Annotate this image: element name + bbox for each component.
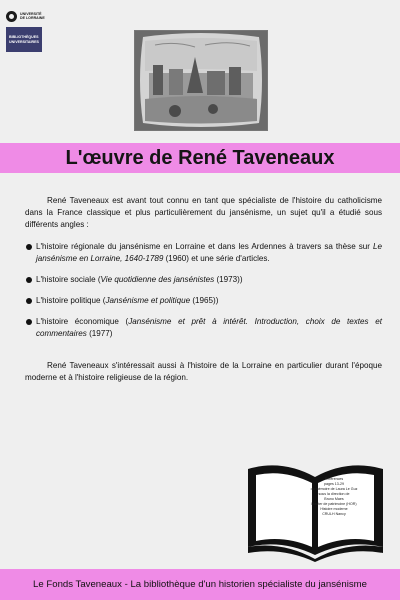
bullet-icon xyxy=(26,319,32,325)
angles-list xyxy=(25,241,382,340)
list-item: L'histoire régionale du jansénisme en Lorraine et dans les Ardennes à travers sa thèse sur Le jansénisme en Lorraine, 1640-1789 (1960) et une série d'articles. xyxy=(25,241,382,265)
intro-paragraph: René Taveneaux est avant tout connu en tant que spécialiste de l'histoire du catholicisme dans la France classique et plus particulièrement du jansénisme, un sujet qu'il a étudié sous différents angles : xyxy=(25,196,382,229)
bullet-icon xyxy=(26,244,32,250)
list-item: L'histoire politique (Jansénisme et politique (1965)) xyxy=(25,295,382,307)
university-logo xyxy=(6,8,46,24)
title-banner xyxy=(0,143,400,173)
footer-banner xyxy=(0,569,400,600)
bullet-icon xyxy=(26,277,32,283)
bullet-icon xyxy=(26,298,32,304)
reference-note: Références pages 13-29 du mémoire de Laura Le Guz sous la direction de Bruno Maes Master de patrimoine (HOR) Histoire moderne CRULH Nancy xyxy=(310,477,358,516)
footer-text: Le Fonds Taveneaux - La bibliothèque d'un historien spécialiste du jansénisme xyxy=(33,579,367,590)
closing-paragraph: René Taveneaux s'intéressait aussi à l'histoire de la Lorraine en particulier durant l'époque moderne et à l'histoire religieuse de la région. xyxy=(25,361,382,382)
university-logo-mark xyxy=(6,11,17,22)
list-item: L'histoire économique (Jansénisme et prêt à intérêt. Introduction, choix de textes et commentaires (1977) xyxy=(25,316,382,340)
university-logo-text: UNIVERSITÉ DE LORRAINE xyxy=(20,12,45,20)
engraving-image xyxy=(134,30,268,131)
page-title: L'œuvre de René Taveneaux xyxy=(65,146,335,169)
main-text xyxy=(25,195,382,384)
list-item: L'histoire sociale (Vie quotidienne des jansénistes (1973)) xyxy=(25,274,382,286)
library-logo: BIBLIOTHÈQUES UNIVERSITAIRES xyxy=(6,27,42,52)
